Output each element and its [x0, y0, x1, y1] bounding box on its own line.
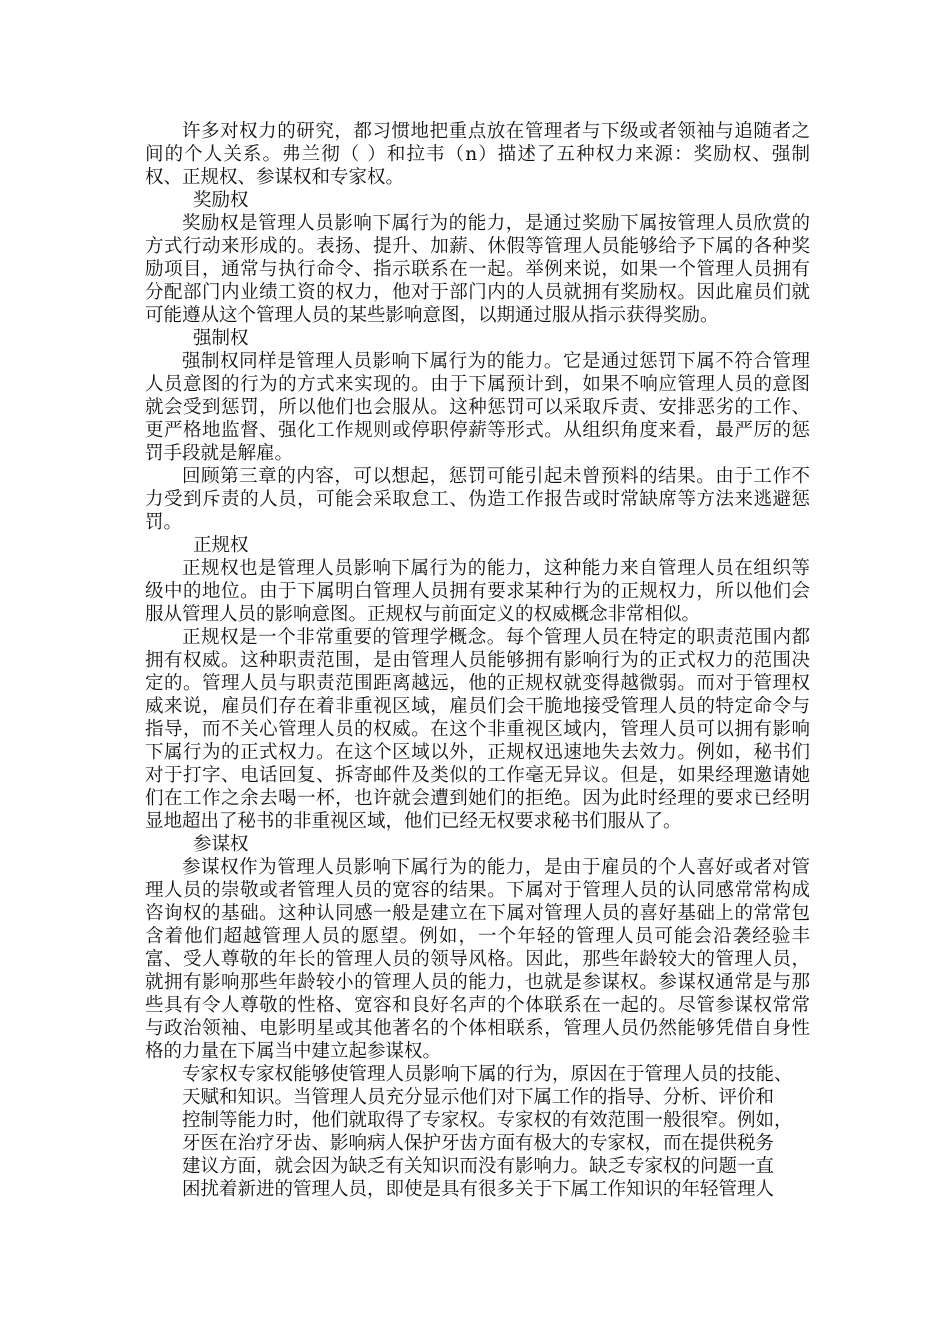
section-paragraph: 正规权是一个非常重要的管理学概念。每个管理人员在特定的职责范围内都拥有权威。这种职责范围，是由管理人员能够拥有影响行为的正式权力的范围决定的。管理人员与职责范围距离越远，他的正规权就变得越微弱。而对于管理权威来说，雇员们存在着非重视区域，雇员们会干脆地接受管理人员的特定命令与指导，而不关心管理人员的权威。在这个非重视区域内，管理人员可以拥有影响下属行为的正式权力。在这个区域以外，正规权迅速地失去效力。例如，秘书们对于打字、电话回复、拆寄邮件及类似的工作毫无异议。但是，如果经理邀请她们在工作之余去喝一杯，也许就会遭到她们的拒绝。因为此时经理的要求已经明显地超出了秘书的非重视区域，他们已经无权要求秘书们服从了。 [145, 627, 810, 832]
closing-line: 专家权专家权能够使管理人员影响下属的行为，原因在于管理人员的技能、 [182, 1064, 793, 1085]
closing-line: 困扰着新进的管理人员，即使是具有很多关于下属工作知识的年轻管理人 [182, 1179, 775, 1200]
section-paragraph: 参谋权作为管理人员影响下属行为的能力，是由于雇员的个人喜好或者对管理人员的崇敬或者管理人员的宽容的结果。下属对于管理人员的认同感常常构成咨询权的基础。这种认同感一般是建立在下属对管理人员的喜好基础上的常常包含着他们超越管理人员的愿望。例如，一个年轻的管理人员可能会沿袭经验丰富、受人尊敬的年长的管理人员的领导风格。因此，那些年龄较大的管理人员，就拥有影响那些年龄较小的管理人员的能力，也就是参谋权。参谋权通常是与那些具有令人尊敬的性格、宽容和良好名声的个体联系在一起的。尽管参谋权常常与政治领袖、电影明星或其他著名的个体相联系，管理人员仍然能够凭借自身性格的力量在下属当中建立起参谋权。 [145, 857, 810, 1062]
section-heading-legitimate: 正规权 [193, 535, 249, 556]
section-paragraph: 正规权也是管理人员影响下属行为的能力，这种能力来自管理人员在组织等级中的地位。由于下属明白管理人员拥有要求某种行为的正规权力，所以他们会服从管理人员的影响意图。正规权与前面定义的权威概念非常相似。 [145, 558, 810, 625]
section-paragraph: 强制权同样是管理人员影响下属行为的能力。它是通过惩罚下属不符合管理人员意图的行为的方式来实现的。由于下属预计到，如果不响应管理人员的意图就会受到惩罚，所以他们也会服从。这种惩罚可以采取斥责、安排恶劣的工作、更严格地监督、强化工作规则或停职停薪等形式。从组织角度来看，最严厉的惩罚手段就是解雇。 [145, 351, 810, 464]
section-heading-reward: 奖励权 [193, 190, 249, 211]
intro-paragraph: 许多对权力的研究，都习惯地把重点放在管理者与下级或者领袖与追随者之间的个人关系。弗兰彻（ ）和拉韦（n）描述了五种权力来源：奖励权、强制权、正规权、参谋权和专家权。 [145, 121, 810, 188]
closing-line: 建议方面，就会因为缺乏有关知识而没有影响力。缺乏专家权的问题一直 [182, 1156, 775, 1177]
section-paragraph: 奖励权是管理人员影响下属行为的能力，是通过奖励下属按管理人员欣赏的方式行动来形成的。表扬、提升、加薪、休假等管理人员能够给予下属的各种奖励项目，通常与执行命令、指示联系在一起。举例来说，如果一个管理人员拥有分配部门内业绩工资的权力，他对于部门内的人员就拥有奖励权。因此雇员们就可能遵从这个管理人员的某些影响意图，以期通过服从指示获得奖励。 [145, 213, 810, 326]
section-paragraph: 回顾第三章的内容，可以想起，惩罚可能引起未曾预料的结果。由于工作不力受到斥责的人员，可能会采取怠工、伪造工作报告或时常缺席等方法来逃避惩罚。 [145, 466, 810, 533]
closing-line: 天赋和知识。当管理人员充分显示他们对下属工作的指导、分析、评价和 [182, 1087, 775, 1108]
closing-line: 牙医在治疗牙齿、影响病人保护牙齿方面有极大的专家权，而在提供税务 [182, 1133, 775, 1154]
document-page [145, 120, 810, 1201]
section-heading-referent: 参谋权 [193, 834, 249, 855]
section-heading-coercive: 强制权 [193, 328, 249, 349]
expert-power-block [145, 1063, 810, 1201]
closing-line: 控制等能力时，他们就取得了专家权。专家权的有效范围一般很窄。例如， [182, 1110, 793, 1131]
